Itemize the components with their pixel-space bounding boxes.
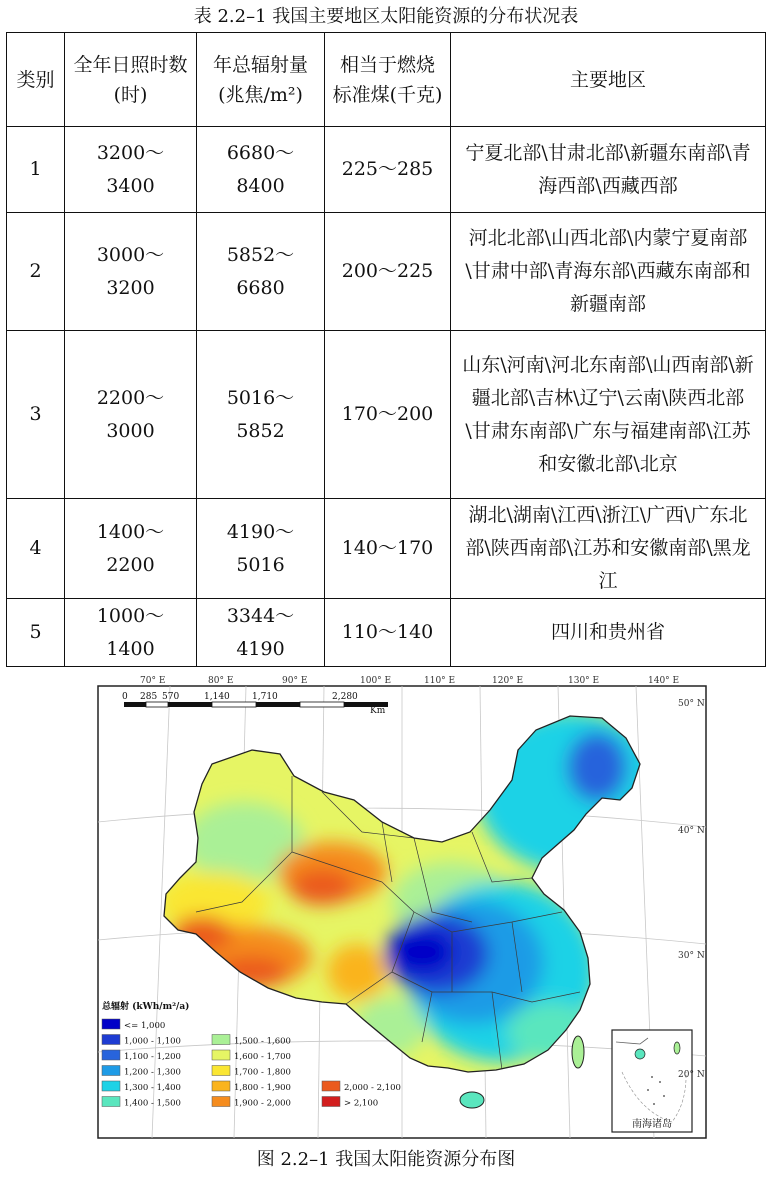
inset-box <box>612 1030 692 1132</box>
legend-swatch <box>212 1035 230 1045</box>
figure-caption: 图 2.2–1 我国太阳能资源分布图 <box>256 1149 516 1170</box>
legend-label: 1,500 - 1,600 <box>234 1036 291 1047</box>
legend-label: 2,000 - 2,100 <box>344 1083 401 1093</box>
lon-label: 110° E <box>424 676 456 686</box>
lon-label: 70° E <box>140 676 166 686</box>
scale-label: 0 <box>122 692 128 702</box>
legend-swatch <box>102 1081 120 1091</box>
cell-region: 湖北\湖南\江西\浙江\广西\广东北部\陕西南部\江苏和安徽南部\黑龙江 <box>451 499 766 599</box>
hainan-island <box>460 1092 484 1108</box>
lon-label: 90° E <box>282 676 308 686</box>
legend-swatch <box>102 1066 120 1076</box>
legend-label: 1,200 - 1,300 <box>124 1067 181 1078</box>
cell-hours: 1400～ 2200 <box>65 499 197 599</box>
cell-coal: 140～170 <box>325 499 451 599</box>
legend-swatch <box>322 1081 340 1091</box>
lon-label: 140° E <box>648 676 680 686</box>
scale-label: 1,140 <box>204 692 230 702</box>
lat-label: 40° N <box>678 826 705 836</box>
legend-label: 1,100 - 1,200 <box>124 1052 181 1062</box>
cell-region: 宁夏北部\甘肃北部\新疆东南部\青海西部\西藏西部 <box>451 127 766 213</box>
cell-category: 1 <box>7 127 65 213</box>
header-radiation: 年总辐射量(兆焦/m²) <box>197 33 325 127</box>
cell-hours: 3000～ 3200 <box>65 213 197 331</box>
lon-label: 100° E <box>360 676 392 686</box>
solar-resource-table <box>6 32 766 667</box>
lat-label: 50° N <box>678 699 705 709</box>
legend-swatch <box>212 1066 230 1076</box>
legend-label: 1,000 - 1,100 <box>124 1036 181 1047</box>
cell-radiation: 3344～ 4190 <box>197 599 325 667</box>
table-row <box>7 127 766 213</box>
longitude-labels <box>140 676 679 686</box>
legend-label: <= 1,000 <box>124 1021 166 1031</box>
cell-radiation: 5016～ 5852 <box>197 331 325 499</box>
cell-coal: 225～285 <box>325 127 451 213</box>
inset-label: 南海诸岛 <box>632 1119 672 1130</box>
cell-hours: 2200～ 3000 <box>65 331 197 499</box>
cell-coal: 110～140 <box>325 599 451 667</box>
scale-label: 1,710 <box>252 692 278 702</box>
legend-swatch <box>212 1097 230 1107</box>
legend-label: 1,600 - 1,700 <box>234 1052 291 1062</box>
legend-swatch <box>102 1097 120 1107</box>
table-row <box>7 331 766 499</box>
legend-swatch <box>322 1097 340 1107</box>
cell-region: 山东\河南\河北东南部\山西南部\新疆北部\吉林\辽宁\云南\陕西北部\甘肃东南部\广东与福建南部\江苏和安徽北部\北京 <box>451 331 766 499</box>
table-row <box>7 213 766 331</box>
lon-label: 80° E <box>208 676 234 686</box>
cell-category: 4 <box>7 499 65 599</box>
table-row <box>7 599 766 667</box>
cell-radiation: 5852～ 6680 <box>197 213 325 331</box>
legend-label: 1,900 - 2,000 <box>234 1098 291 1109</box>
legend-swatch <box>102 1050 120 1060</box>
lon-label: 130° E <box>568 676 600 686</box>
table-row <box>7 499 766 599</box>
header-coal-equivalent: 相当于燃烧标准煤(千克) <box>325 33 451 127</box>
legend-swatch <box>212 1081 230 1091</box>
table-header-row <box>7 33 766 127</box>
cell-region: 河北北部\山西北部\内蒙宁夏南部\甘肃中部\青海东部\西藏东南部和新疆南部 <box>451 213 766 331</box>
scale-unit: Km <box>370 706 386 716</box>
cell-coal: 170～200 <box>325 331 451 499</box>
cell-category: 5 <box>7 599 65 667</box>
table-title: 表 2.2–1 我国主要地区太阳能资源的分布状况表 <box>193 6 579 27</box>
legend-label: 1,800 - 1,900 <box>234 1083 291 1093</box>
lat-label: 30° N <box>678 951 705 961</box>
legend-swatch <box>102 1019 120 1029</box>
lat-label: 20° N <box>678 1070 705 1080</box>
legend-label: 1,400 - 1,500 <box>124 1098 181 1109</box>
cell-hours: 1000～ 1400 <box>65 599 197 667</box>
header-sun-hours: 全年日照时数(时) <box>65 33 197 127</box>
solar-resource-map <box>92 672 712 1142</box>
header-category: 类别 <box>7 33 65 127</box>
lon-label: 120° E <box>492 676 524 686</box>
cell-radiation: 4190～ 5016 <box>197 499 325 599</box>
cell-category: 3 <box>7 331 65 499</box>
legend-label: 1,300 - 1,400 <box>124 1083 181 1093</box>
cell-region: 四川和贵州省 <box>451 599 766 667</box>
legend-label: 1,700 - 1,800 <box>234 1067 291 1078</box>
legend-title: 总辐射 (kWh/m²/a) <box>102 1002 190 1012</box>
legend-label: > 2,100 <box>344 1098 379 1109</box>
cell-hours: 3200～ 3400 <box>65 127 197 213</box>
cell-category: 2 <box>7 213 65 331</box>
header-main-regions: 主要地区 <box>451 33 766 127</box>
taiwan-island <box>572 1036 584 1068</box>
legend-swatch <box>102 1035 120 1045</box>
scale-label: 285 <box>140 692 158 702</box>
scale-label: 570 <box>162 692 180 702</box>
legend-swatch <box>212 1050 230 1060</box>
scale-label: 2,280 <box>332 692 358 702</box>
cell-radiation: 6680～ 8400 <box>197 127 325 213</box>
cell-coal: 200～225 <box>325 213 451 331</box>
